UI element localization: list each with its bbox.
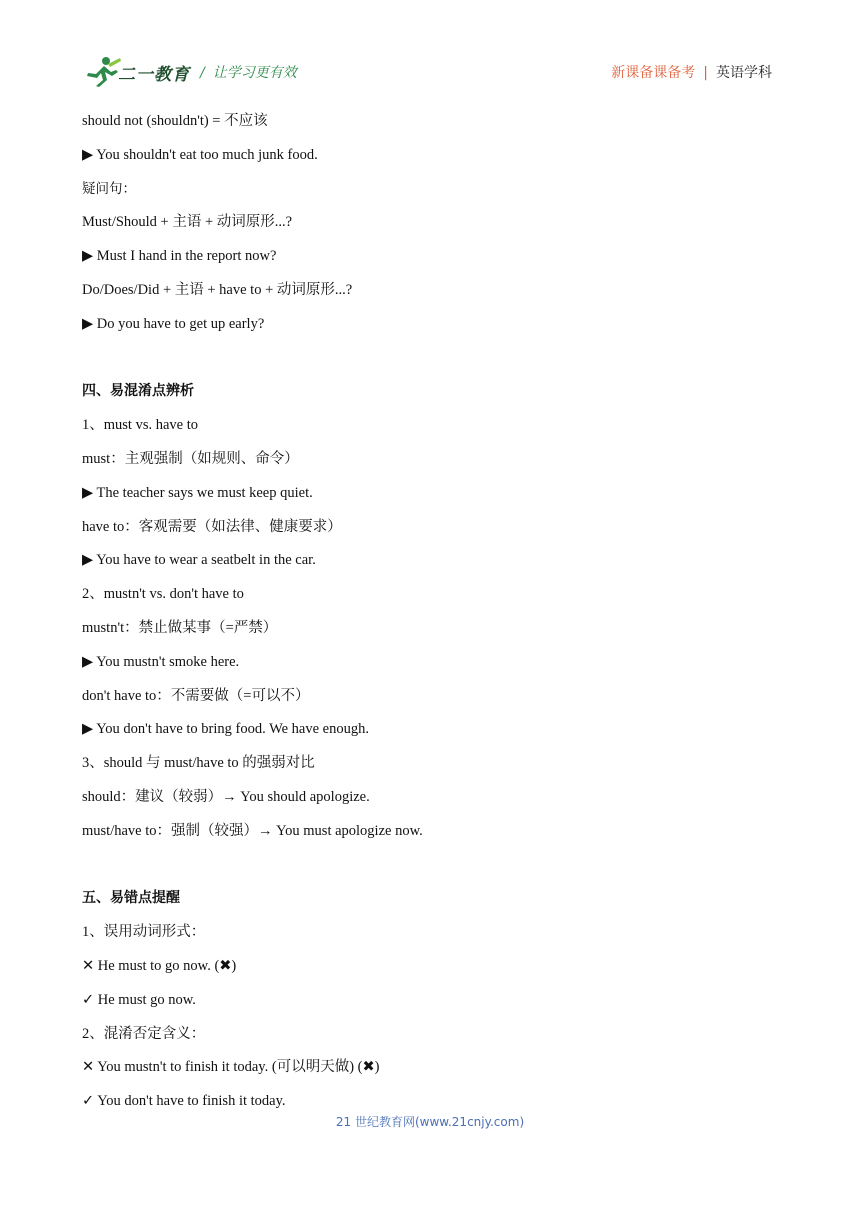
text-line: Must/Should + 主语 + 动词原形...?: [82, 214, 293, 231]
text-line: must：主观强制（如规则、命令）: [82, 450, 299, 467]
page-footer: 21 世纪教育网(www.21cnjy.com): [335, 1115, 525, 1129]
text-line: should not (shouldn't) = 不应该: [82, 113, 268, 129]
slogan-slash: /: [200, 65, 205, 81]
text-line: 2、mustn't vs. don't have to: [82, 586, 244, 603]
example-sentence: ▶ Do you have to get up early?: [82, 315, 265, 332]
example-sentence: ▶ The teacher says we must keep quiet.: [82, 484, 313, 501]
text-line: 3、should 与 must/have to 的强弱对比: [82, 755, 315, 772]
example-sentence: ▶ You mustn't smoke here.: [82, 653, 240, 670]
correct-example: ✓ You don't have to finish it today.: [82, 1093, 286, 1110]
text-line: have to：客观需要（如法律、健康要求）: [82, 518, 342, 535]
blank-line: [82, 852, 782, 886]
text-line: 1、误用动词形式：: [82, 924, 206, 941]
logo-text: 二一教育: [118, 65, 190, 85]
text-line: mustn't：禁止做某事（=严禁）: [82, 619, 278, 636]
example-sentence: ▶ You don't have to bring food. We have enough.: [82, 721, 369, 738]
blank-line: [82, 345, 782, 379]
text-line: 疑问句：: [82, 180, 136, 197]
header-separator: |: [703, 65, 708, 81]
text-line: Do/Does/Did + 主语 + have to + 动词原形...?: [82, 281, 353, 298]
text-line: 2、混淆否定含义：: [82, 1025, 206, 1042]
page-header: [0, 0, 860, 100]
text-line: should：建议（较弱）→ You should apologize.: [82, 788, 370, 805]
course-label: 新课备课备考: [611, 65, 696, 81]
subject-label: 英语学科: [716, 65, 772, 81]
section-heading: 四、易混淆点辨析: [82, 383, 194, 400]
slogan: [200, 62, 297, 82]
section-heading: 五、易错点提醒: [82, 890, 180, 907]
example-sentence: ▶ You shouldn't eat too much junk food.: [82, 146, 318, 163]
header-right: [611, 62, 772, 82]
correct-example: ✓ He must go now.: [82, 991, 196, 1008]
text-line: don't have to：不需要做（=可以不）: [82, 687, 310, 704]
example-sentence: ▶ Must I hand in the report now?: [82, 248, 277, 265]
slogan-text: 让学习更有效: [212, 65, 297, 81]
example-sentence: ▶ You have to wear a seatbelt in the car.: [82, 552, 316, 569]
wrong-example: ✕ He must to go now. (✖): [82, 957, 237, 974]
text-line: 1、must vs. have to: [82, 417, 198, 434]
wrong-example: ✕ You mustn't to finish it today. (可以明天做) (✖): [82, 1059, 380, 1076]
document-body: [82, 108, 782, 1122]
text-line: must/have to：强制（较强）→ You must apologize now.: [82, 822, 423, 839]
